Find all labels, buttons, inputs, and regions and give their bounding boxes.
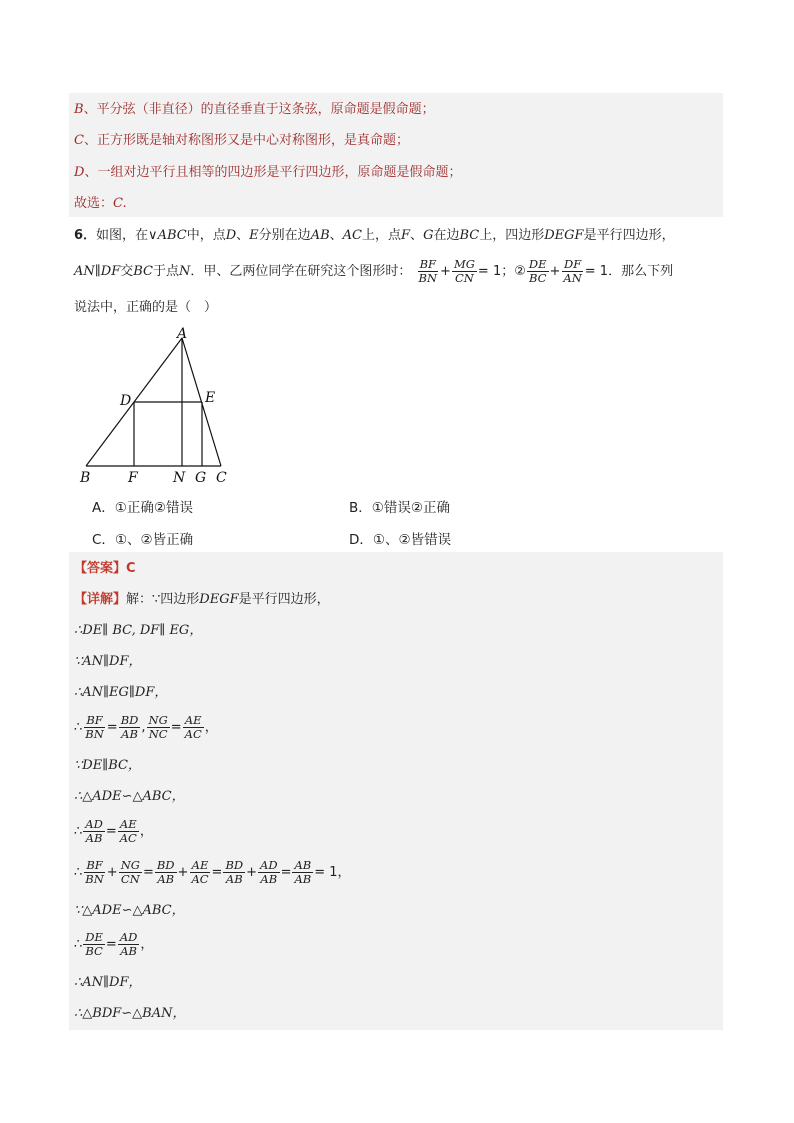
answer-line: 【答案】C <box>74 561 136 576</box>
fraction-bf-bn: $\frac{BF}{BN}$ <box>418 257 438 285</box>
step-8: ∴ $\frac{BF}{BN}$ + $\frac{NG}{CN}$ = $\frac{BD}{AB}$ + $\frac{AE}{AC}$ = $\frac{BD}{AB}$ + $\frac{AD}{AB}$ = $\frac{AB}{AB}$ = 1， <box>74 858 351 886</box>
label-c: C <box>216 470 227 486</box>
label-a: A <box>177 326 188 342</box>
label-f: F <box>128 470 138 486</box>
option-d-analysis: D、一组对边平行且相等的四边形是平行四边形，原命题是假命题； <box>74 165 462 180</box>
step-1: ∴DE∥ BC, DF∥ EG， <box>74 623 203 638</box>
step-9: ∵△ADE∽△ABC， <box>74 903 185 918</box>
option-c-analysis: C、正方形既是轴对称图形又是中心对称图形，是真命题； <box>74 133 409 148</box>
step-7: ∴ $\frac{AD}{AB}$ = $\frac{AE}{AC}$ ， <box>74 817 153 845</box>
detail-intro: 【详解】解：∵四边形DEGF是平行四边形， <box>74 592 330 607</box>
choose-result: 故选：C. <box>74 196 127 211</box>
fraction-df-an: $\frac{DF}{AN}$ <box>563 257 582 285</box>
step-10: ∴ $\frac{DE}{BC}$ = $\frac{AD}{AB}$ ， <box>74 930 154 958</box>
option-c[interactable]: C．①、②皆正确 <box>92 532 194 548</box>
label-b: B <box>80 470 91 486</box>
fraction-de-bc: $\frac{DE}{BC}$ <box>528 257 547 285</box>
option-a[interactable]: A．①正确②错误 <box>92 500 193 516</box>
step-3: ∴AN∥EG∥DF， <box>74 685 168 700</box>
question-line-2: AN∥DF交BC于点N．甲、乙两位同学在研究这个图形时： $\frac{BF}{BN}$ + $\frac{MG}{CN}$ = 1；② $\frac{DE}{BC}$ + $\frac{DF}{AN}$ = 1．那么下列 <box>74 257 674 285</box>
step-5: ∵DE∥BC， <box>74 758 141 773</box>
question-line-1: 6．如图，在∨ABC中，点D、E分别在边AB、AC上，点F、G在边BC上，四边形DEGF是平行四边形， <box>74 228 675 243</box>
question-line-3: 说法中，正确的是（ ） <box>74 300 218 315</box>
step-2: ∵AN∥DF， <box>74 654 142 669</box>
step-12: ∴△BDF∽△BAN， <box>74 1006 186 1021</box>
step-11: ∴AN∥DF， <box>74 975 142 990</box>
triangle-figure <box>76 326 246 486</box>
fraction-mg-cn: $\frac{MG}{CN}$ <box>453 257 475 285</box>
option-b[interactable]: B．①错误②正确 <box>349 500 450 516</box>
option-b-analysis: B、平分弦（非直径）的直径垂直于这条弦，原命题是假命题； <box>74 102 435 117</box>
label-e: E <box>205 390 216 406</box>
step-6: ∴△ADE∽△ABC， <box>74 789 185 804</box>
step-4: ∴ $\frac{BF}{BN}$ = $\frac{BD}{AB}$ , $\frac{NG}{NC}$ = $\frac{AE}{AC}$ ， <box>74 713 218 741</box>
label-d: D <box>120 393 132 409</box>
label-n: N <box>173 470 186 486</box>
label-g: G <box>195 470 207 486</box>
option-d[interactable]: D．①、②皆错误 <box>349 532 452 548</box>
